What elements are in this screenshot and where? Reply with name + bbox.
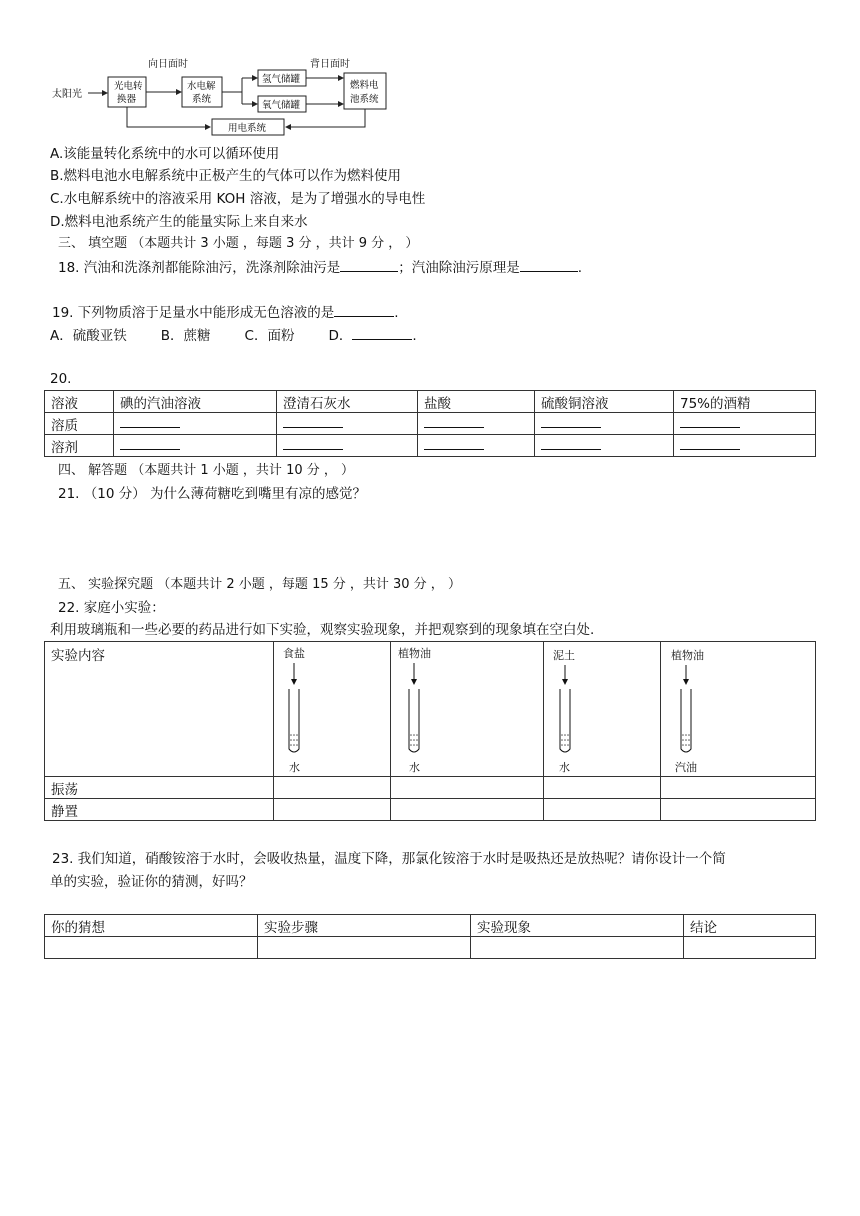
nighttime-label: 背日面时 (310, 59, 350, 70)
tube-2-bottom-label: 水 (409, 761, 420, 774)
tube-3-bottom-label: 水 (559, 761, 570, 774)
energy-flow-diagram (50, 55, 400, 140)
h2-tank-label: 氢气储罐 (262, 74, 301, 85)
test-tube-icon (675, 661, 705, 771)
q19-option-c: C．面粉 (244, 328, 295, 344)
option-c: C.水电解系统中的溶液采用 KOH 溶液，是为了增强水的导电性 (50, 191, 426, 207)
table-row (45, 391, 816, 413)
q18-text-1: 18. 汽油和洗涤剂都能除油污，洗涤剂除油污是 (58, 260, 341, 276)
table-cell-blank[interactable] (544, 799, 661, 821)
row-header-stand: 静置 (45, 799, 274, 821)
question-20-number: 20. (50, 371, 72, 387)
question-19 (52, 302, 399, 323)
table-row (45, 937, 816, 959)
table-cell-blank[interactable] (674, 413, 816, 435)
tube-4-bottom-label: 汽油 (675, 761, 697, 774)
row-header-shake: 振荡 (45, 777, 274, 799)
column-header: 75%的酒精 (674, 391, 816, 413)
row-header-solution: 溶液 (45, 391, 114, 413)
column-header: 结论 (684, 915, 816, 937)
table-cell-blank[interactable] (114, 435, 277, 457)
section-4-heading: 四、 解答题 （本题共计 1 小题 ，共计 10 分 ， ） (58, 463, 355, 478)
column-header: 实验现象 (471, 915, 684, 937)
table-cell-blank[interactable] (684, 937, 816, 959)
pv-converter-label-2: 换器 (117, 94, 137, 105)
q18-blank-1[interactable] (340, 257, 398, 272)
daytime-label: 向日面时 (148, 59, 188, 70)
table-cell-blank[interactable] (258, 937, 471, 959)
q19-option-d-blank[interactable] (352, 325, 412, 340)
table-cell-blank[interactable] (471, 937, 684, 959)
test-tube-icon (553, 661, 583, 771)
tube-3-top-label: 泥土 (553, 649, 575, 662)
option-a: A.该能量转化系统中的水可以循环使用 (50, 146, 280, 162)
row-header-content: 实验内容 (45, 642, 274, 777)
table-cell-blank[interactable] (661, 777, 816, 799)
tube-4-top-label: 植物油 (671, 649, 704, 662)
table-row (45, 413, 816, 435)
table-cell-blank[interactable] (535, 413, 674, 435)
q19-option-a: A．硫酸亚铁 (50, 328, 127, 344)
question-23-line-1: 23. 我们知道，硝酸铵溶于水时，会吸收热量，温度下降，那氯化铵溶于水时是吸热还是放热呢？请你设计一个简 (52, 851, 726, 867)
question-22-description: 利用玻璃瓶和一些必要的药品进行如下实验，观察实验现象，并把观察到的现象填在空白处. (50, 622, 595, 638)
electrolysis-label-2: 系统 (192, 94, 212, 105)
q19-option-d-end: . (412, 328, 417, 344)
table-cell-blank[interactable] (274, 777, 391, 799)
table-cell-blank[interactable] (661, 799, 816, 821)
test-tube-icon (403, 661, 433, 771)
section-3-heading: 三、 填空题 （本题共计 3 小题 ，每题 3 分 ，共计 9 分 ， ） (58, 236, 419, 251)
column-header: 实验步骤 (258, 915, 471, 937)
test-tube-2 (398, 645, 448, 775)
test-tube-3 (553, 645, 593, 775)
fuel-cell-label-1: 燃料电 (350, 80, 379, 91)
table-cell-blank[interactable] (45, 937, 258, 959)
tube-1-top-label: 食盐 (283, 647, 305, 660)
q20-table (44, 390, 816, 457)
q19-stem-end: . (394, 305, 399, 321)
table-cell-blank[interactable] (277, 413, 418, 435)
table-cell-blank[interactable] (418, 413, 535, 435)
tube-2-top-label: 植物油 (398, 647, 431, 660)
q18-text-end: . (577, 260, 583, 276)
pv-converter-label-1: 光电转 (114, 81, 143, 92)
table-cell-blank[interactable] (535, 435, 674, 457)
column-header: 碘的汽油溶液 (114, 391, 277, 413)
table-cell-blank[interactable] (544, 777, 661, 799)
fuel-cell-label-2: 池系统 (350, 94, 379, 105)
question-21: 21. （10 分） 为什么薄荷糖吃到嘴里有凉的感觉？ (58, 486, 367, 502)
column-header: 澄清石灰水 (277, 391, 418, 413)
test-tube-1 (283, 645, 323, 775)
section-5-heading: 五、 实验探究题 （本题共计 2 小题 ，每题 15 分 ，共计 30 分 ， ） (58, 577, 461, 592)
question-23-line-2: 单的实验，验证你的猜测，好吗？ (50, 874, 253, 890)
q19-stem: 19. 下列物质溶于足量水中能形成无色溶液的是 (52, 305, 335, 321)
table-cell-blank[interactable] (391, 799, 544, 821)
power-system-label: 用电系统 (228, 123, 267, 134)
option-b: B.燃料电池水电解系统中正极产生的气体可以作为燃料使用 (50, 168, 402, 184)
table-cell-blank[interactable] (274, 799, 391, 821)
table-cell-blank[interactable] (277, 435, 418, 457)
q23-table (44, 914, 816, 959)
column-header: 你的猜想 (45, 915, 258, 937)
option-d: D.燃料电池系统产生的能量实际上来自来水 (50, 214, 308, 230)
q19-options (50, 325, 417, 346)
column-header: 硫酸铜溶液 (535, 391, 674, 413)
q19-blank[interactable] (334, 302, 394, 317)
table-cell-blank[interactable] (674, 435, 816, 457)
question-22-title: 22. 家庭小实验： (58, 600, 165, 616)
table-row (45, 435, 816, 457)
question-18 (58, 257, 582, 278)
o2-tank-label: 氧气储罐 (262, 100, 301, 111)
test-tube-4 (671, 645, 721, 775)
q19-option-d: D． (328, 328, 353, 344)
q19-option-b: B．蔗糖 (160, 328, 211, 344)
table-cell-blank[interactable] (114, 413, 277, 435)
sunlight-label: 太阳光 (52, 89, 82, 100)
table-row (45, 777, 816, 799)
table-row (45, 799, 816, 821)
electrolysis-label-1: 水电解 (187, 81, 216, 92)
column-header: 盐酸 (418, 391, 535, 413)
table-row (45, 915, 816, 937)
row-header-solute: 溶质 (45, 413, 114, 435)
q18-blank-2[interactable] (520, 257, 578, 272)
table-cell-blank[interactable] (418, 435, 535, 457)
table-cell-blank[interactable] (391, 777, 544, 799)
tube-1-bottom-label: 水 (289, 761, 300, 774)
q18-text-2: ；汽油除油污原理是 (398, 260, 520, 276)
test-tube-icon (283, 661, 313, 771)
row-header-solvent: 溶剂 (45, 435, 114, 457)
